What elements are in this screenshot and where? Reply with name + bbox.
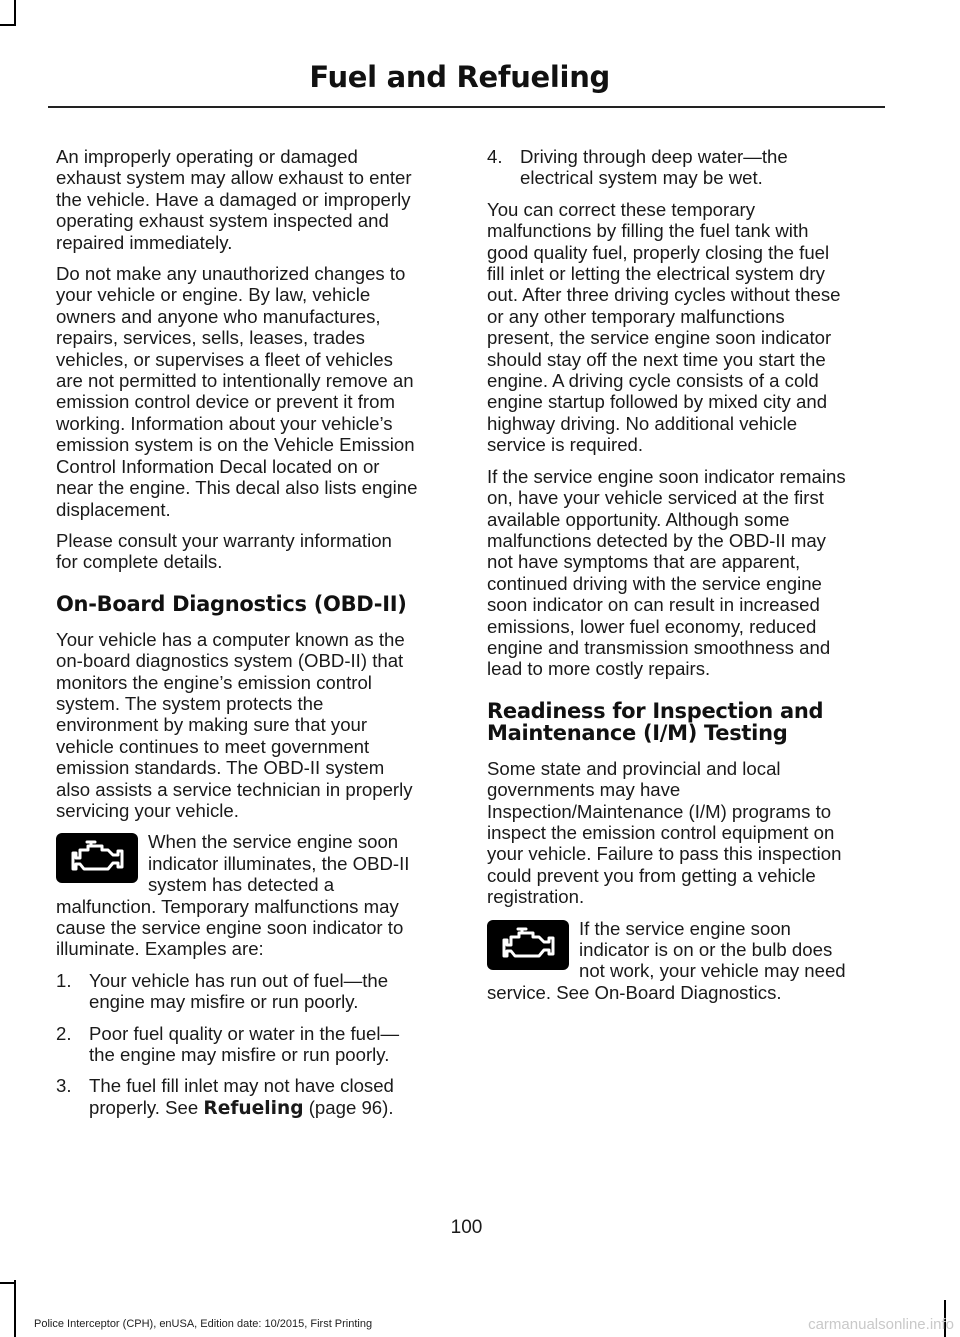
left-column bbox=[56, 146, 418, 1129]
check-engine-icon bbox=[487, 920, 569, 970]
paragraph: Please consult your warranty information for complete details. bbox=[56, 529, 392, 573]
header-divider bbox=[48, 106, 885, 108]
list-number: 1. bbox=[56, 969, 72, 991]
list-text: Your vehicle has run out of fuel—the engine may misfire or run poorly. bbox=[89, 969, 389, 1013]
check-engine-icon bbox=[56, 833, 138, 883]
list-text: Driving through deep water—the electrical system may be wet. bbox=[520, 146, 788, 189]
paragraph-text: If the service engine soon indicator is on or the bulb does not work, your vehicle may need service. See On-Board Diagnostics. bbox=[487, 917, 846, 1003]
list-text bbox=[89, 1075, 418, 1119]
list-text-after: (page 96). bbox=[303, 1096, 394, 1118]
footer-edition: Police Interceptor (CPH), enUSA, Edition date: 10/2015, First Printing bbox=[34, 1318, 373, 1330]
crop-mark bbox=[14, 1280, 16, 1337]
paragraph-with-icon bbox=[487, 918, 849, 1004]
paragraph-text: When the service engine soon indicator illuminates, the OBD-II system has detected a malfunction. Temporary malfunctions may cause the service engine soon indicator to illuminate. Examples are: bbox=[56, 831, 410, 960]
refueling-link[interactable]: Refueling bbox=[203, 1097, 304, 1119]
paragraph: Do not make any unauthorized changes to your vehicle or engine. By law, vehicle owners and anyone who manufactures, repairs, services, sells, leases, trades vehicles, or supervises a fleet of vehicles are not permitted to intentionally remove an emission control device or prevent it from working. Information about your vehicle’s emission system is on the Vehicle Emission Control Information Decal located on or near the engine. This decal also lists engine displacement. bbox=[56, 263, 418, 520]
paragraph: You can correct these temporary malfunctions by filling the fuel tank with good quality fuel, properly closing the fuel fill inlet or letting the electrical system dry out. After three driving cycles without these or any other temporary malfunctions present, the service engine soon indicator should stay off the next time you start the engine. A driving cycle consists of a cold engine startup followed by mixed city and highway driving. No additional vehicle service is required. bbox=[487, 198, 841, 456]
list-text-before: The fuel fill inlet may not have closed properly. See bbox=[89, 1075, 394, 1118]
section-heading-obd: On-Board Diagnostics (OBD-II) bbox=[56, 591, 407, 616]
paragraph-with-icon bbox=[56, 831, 418, 959]
examples-list bbox=[56, 970, 418, 1119]
paragraph: If the service engine soon indicator remains on, have your vehicle serviced at the first available opportunity. Although some malfunctions detected by the OBD-II may not have symptoms that are apparent, continued driving with the service engine soon indicator on can result in increased emissions, lower fuel economy, reduced engine and transmission smoothness and lead to more costly repairs. bbox=[487, 465, 846, 680]
list-number: 3. bbox=[56, 1075, 72, 1097]
section-heading-readiness: Readiness for Inspection and Maintenance (I/M) Testing bbox=[487, 698, 824, 745]
paragraph: An improperly operating or damaged exhaust system may allow exhaust to enter the vehicle. Have a damaged or improperly operating exhaust system inspected and repaired immediately. bbox=[56, 146, 412, 253]
crop-mark bbox=[0, 1282, 16, 1284]
list-item bbox=[56, 1075, 418, 1119]
paragraph: Some state and provincial and local governments may have Inspection/Maintenance (I/M) programs to inspect the emission control equipment on your vehicle. Failure to pass this inspection could prevent you from getting a vehicle registration. bbox=[487, 757, 842, 908]
crop-mark bbox=[0, 24, 16, 26]
right-column bbox=[487, 146, 849, 1013]
list-item bbox=[56, 1023, 418, 1066]
crop-mark bbox=[14, 0, 16, 26]
list-item bbox=[487, 146, 849, 189]
list-number: 4. bbox=[487, 146, 503, 167]
list-text: Poor fuel quality or water in the fuel—the engine may misfire or run poorly. bbox=[89, 1022, 400, 1066]
watermark: carmanualsonline.info bbox=[808, 1316, 954, 1333]
page-number: 100 bbox=[450, 1217, 483, 1238]
paragraph: Your vehicle has a computer known as the on-board diagnostics system (OBD-II) that monitors the engine’s emission control system. The system protects the environment by making sure that your vehicle continues to meet government emission standards. The OBD-II system also assists a service technician in properly servicing your vehicle. bbox=[56, 628, 413, 821]
page-title: Fuel and Refueling bbox=[309, 60, 610, 94]
list-item bbox=[56, 970, 418, 1013]
examples-list-continued bbox=[487, 146, 849, 189]
list-number: 2. bbox=[56, 1022, 72, 1044]
